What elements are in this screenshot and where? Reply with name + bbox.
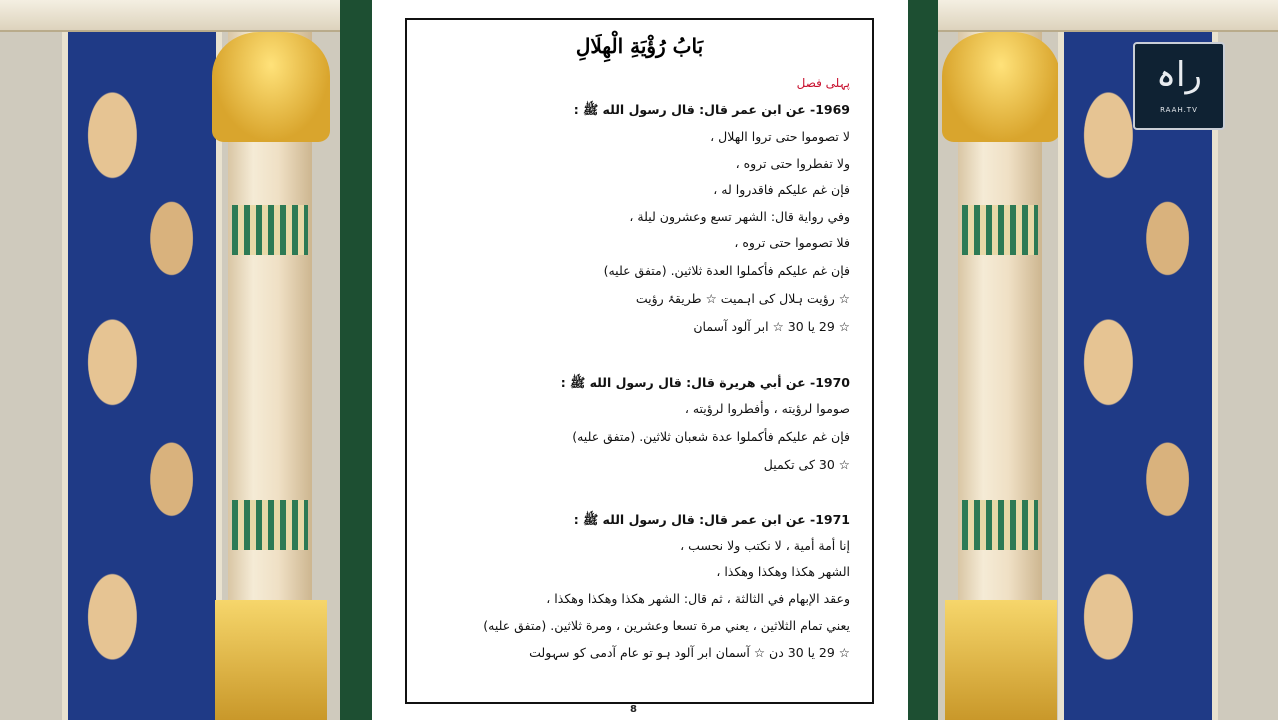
pillar-capital	[942, 32, 1060, 142]
topic-note: ☆ 29 یا 30 ☆ ابر آلود آسمان	[693, 319, 850, 334]
green-strip	[908, 0, 938, 720]
hadith-line: يعني تمام الثلاثين ، يعني مرة تسعا وعشرين ، ومرة ثلاثين. (متفق عليه)	[483, 618, 850, 633]
pillar-band	[232, 205, 308, 255]
section-heading: پہلی فصل	[796, 76, 850, 90]
hadith-line: ولا تفطروا حتى تروه ،	[735, 156, 850, 171]
hadith-line: فإن غم عليكم فاقدروا له ،	[713, 182, 850, 197]
hadith-header: 1970- عن أبي هريرة قال: قال رسول الله ﷺ :	[560, 375, 850, 390]
topic-note: ☆ 30 کی تکمیل	[763, 457, 850, 472]
hadith-line: وعقد الإبهام في الثالثة ، ثم قال: الشهر هكذا وهكذا وهكذا ،	[546, 591, 850, 606]
frame-top	[908, 0, 1278, 32]
hadith-header: 1971- عن ابن عمر قال: قال رسول الله ﷺ :	[573, 512, 850, 527]
hadith-line: إنا أمة أمية ، لا نكتب ولا نحسب ،	[680, 538, 850, 553]
logo-text: RAAH.TV	[1160, 106, 1198, 114]
pillar-band	[962, 500, 1038, 550]
page-number: 8	[630, 704, 637, 715]
page-title: بَابُ رُؤْيَةِ الْهِلَالِ	[575, 34, 704, 58]
logo-glyph: راہ	[1156, 55, 1202, 95]
hadith-line: الشهر هكذا وهكذا وهكذا ،	[716, 564, 850, 579]
hadith-line: لا تصوموا حتى تروا الهلال ،	[710, 129, 850, 144]
hadith-header: 1969- عن ابن عمر قال: قال رسول الله ﷺ :	[573, 102, 850, 117]
hadith-line: وفي رواية قال: الشهر تسع وعشرون ليلة ،	[629, 209, 850, 224]
pillar-band	[962, 205, 1038, 255]
hadith-line: فلا تصوموا حتى تروه ،	[734, 235, 850, 250]
pillar-band	[232, 500, 308, 550]
topic-note: ☆ رؤیت ہلال کی اہمیت ☆ طریقۂ رؤیت	[635, 291, 850, 306]
pillar-base	[945, 600, 1057, 720]
left-decorative-panel	[0, 0, 372, 720]
green-strip	[340, 0, 372, 720]
document-page	[405, 18, 874, 704]
hadith-line: فإن غم عليكم فأكملوا عدة شعبان ثلاثين. (متفق عليه)	[572, 429, 850, 444]
pillar-base	[215, 600, 327, 720]
topic-note: ☆ 29 یا 30 دن ☆ آسمان ابر آلود ہو تو عام آدمی کو سہولت	[529, 645, 850, 660]
floral-panel	[1058, 32, 1218, 720]
pillar-capital	[212, 32, 330, 142]
frame-top	[0, 0, 372, 32]
channel-logo	[1133, 42, 1225, 130]
hadith-line: فإن غم عليكم فأكملوا العدة ثلاثين. (متفق عليه)	[603, 263, 850, 278]
hadith-line: صوموا لرؤيته ، وأفطروا لرؤيته ،	[684, 401, 850, 416]
floral-panel	[62, 32, 222, 720]
